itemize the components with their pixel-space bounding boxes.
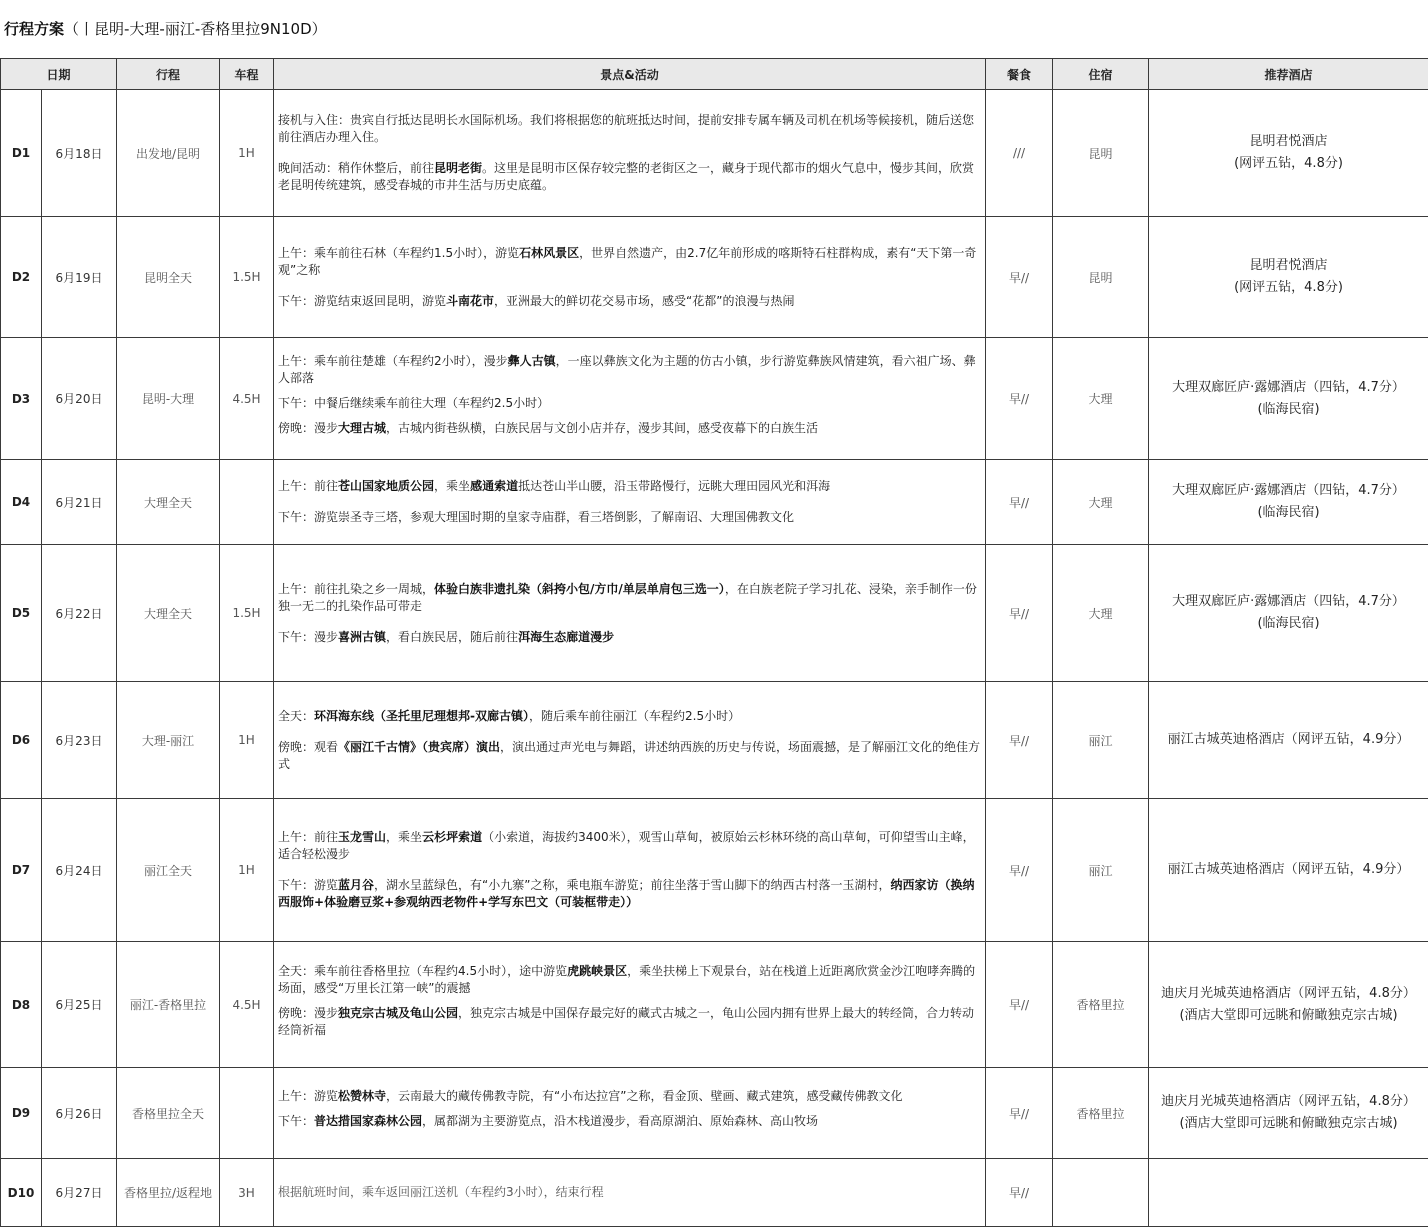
day-cell: D7 — [1, 799, 42, 942]
hotel-name: 大理双廊匠庐·露娜酒店（四钻，4.7分） — [1172, 483, 1405, 498]
hotel-cell — [1149, 90, 1428, 217]
page-title-bold: 行程方案 — [4, 20, 65, 38]
header-drive: 车程 — [220, 59, 274, 90]
activities-cell — [274, 90, 986, 217]
activity-text: 下午：游览崇圣寺三塔，参观大理国时期的皇家寺庙群，看三塔倒影，了解南诏、大理国佛教文化 — [278, 510, 795, 524]
header-stay: 住宿 — [1053, 59, 1149, 90]
date-cell: 6月25日 — [42, 942, 117, 1068]
activities-cell — [274, 460, 986, 545]
activity-highlight: 环洱海东线（圣托里尼理想邦-双廊古镇） — [314, 708, 530, 723]
drive-cell: 4.5H — [220, 942, 274, 1068]
activities-cell — [274, 799, 986, 942]
hotel-note: (网评五钻，4.8分) — [1234, 156, 1343, 171]
activity-text: ，乘坐扶梯上下观景台，站在栈道上近距离欣赏金沙江咆哮奔腾的场面，感受“万里长江第一峡”的震撼 — [278, 963, 976, 995]
activity-highlight: 蓝月谷 — [338, 878, 375, 892]
hotel-name: 丽江古城英迪格酒店（网评五钻，4.9分） — [1167, 732, 1410, 747]
activity-text: 上午：前往扎染之乡一周城， — [278, 581, 435, 596]
stay-cell: 昆明 — [1053, 90, 1149, 217]
activity-text: ，乘坐 — [434, 479, 471, 493]
date-cell: 6月21日 — [42, 460, 117, 545]
activity-highlight: 苍山国家地质公园 — [338, 479, 435, 493]
activity-text: 下午：中餐后继续乘车前往大理（车程约2.5小时） — [278, 395, 550, 410]
activity-highlight: 石林风景区 — [519, 245, 580, 260]
activity-highlight: 彝人古镇 — [507, 353, 556, 368]
hotel-cell — [1149, 942, 1428, 1068]
day-cell: D6 — [1, 682, 42, 799]
activity-paragraph — [278, 739, 981, 773]
hotel-cell — [1149, 338, 1428, 460]
activities-cell — [274, 338, 986, 460]
day-cell: D3 — [1, 338, 42, 460]
itinerary-table — [0, 58, 1428, 1227]
activity-paragraph — [278, 245, 981, 279]
stay-cell: 大理 — [1053, 338, 1149, 460]
route-cell: 大理全天 — [117, 460, 220, 545]
hotel-name: 昆明君悦酒店 — [1249, 134, 1328, 149]
route-cell: 丽江-香格里拉 — [117, 942, 220, 1068]
activity-highlight: 感通索道 — [470, 479, 519, 493]
hotel-note: (网评五钻，4.8分) — [1234, 280, 1343, 295]
hotel-name: 昆明君悦酒店 — [1249, 258, 1328, 273]
activity-text: 下午：游览 — [278, 878, 339, 892]
stay-cell — [1053, 1159, 1149, 1227]
activity-text: 上午：游览 — [278, 1089, 339, 1103]
table-row — [1, 90, 1428, 217]
activity-text: 上午：前往 — [278, 830, 339, 844]
date-cell: 6月27日 — [42, 1159, 117, 1227]
date-cell: 6月22日 — [42, 545, 117, 682]
activity-highlight: 斗南花市 — [446, 293, 495, 308]
hotel-cell — [1149, 545, 1428, 682]
hotel-cell — [1149, 799, 1428, 942]
activity-text: 下午：漫步 — [278, 629, 339, 644]
activity-text: ，在白族老院子学习扎花、浸染，亲手制作一份独一无二的扎染作品可带走 — [278, 581, 977, 613]
activity-text: 傍晚：漫步 — [278, 420, 339, 435]
activity-text: 上午：乘车前往楚雄（车程约2小时），漫步 — [278, 353, 508, 368]
activity-paragraph — [278, 353, 981, 387]
meals-cell: 早// — [986, 545, 1053, 682]
hotel-note: (临海民宿) — [1257, 505, 1320, 520]
activity-text: ，属都湖为主要游览点，沿木栈道漫步，看高原湖泊、原始森林、高山牧场 — [422, 1114, 819, 1128]
stay-cell: 丽江 — [1053, 799, 1149, 942]
drive-cell: 4.5H — [220, 338, 274, 460]
activity-text: 接机与入住：贵宾自行抵达昆明长水国际机场。我们将根据您的航班抵达时间，提前安排专属车辆及司机在机场等候接机，随后送您前往酒店办理入住。 — [278, 113, 975, 144]
drive-cell: 1H — [220, 90, 274, 217]
activities-cell — [274, 942, 986, 1068]
page-title-route: （丨昆明-大理-丽江-香格里拉9N10D） — [64, 20, 327, 38]
stay-cell: 香格里拉 — [1053, 1068, 1149, 1159]
activity-highlight: 云杉坪索道 — [422, 830, 483, 844]
activity-highlight: 《丽江千古情》（贵宾席）演出 — [338, 739, 501, 754]
activity-paragraph — [278, 1088, 981, 1105]
activity-text: ，看白族民居，随后前往 — [386, 629, 519, 644]
meals-cell: 早// — [986, 799, 1053, 942]
activities-cell — [274, 545, 986, 682]
activity-text: ，乘坐 — [386, 830, 423, 844]
day-cell: D9 — [1, 1068, 42, 1159]
activity-text: 下午： — [278, 1114, 315, 1128]
stay-cell: 大理 — [1053, 460, 1149, 545]
hotel-name: 迪庆月光城英迪格酒店（网评五钻，4.8分） — [1161, 1094, 1416, 1109]
activity-text: 下午：游览结束返回昆明，游览 — [278, 293, 447, 308]
drive-cell: 1.5H — [220, 217, 274, 338]
activity-paragraph — [278, 509, 981, 526]
table-row — [1, 1159, 1428, 1227]
activity-highlight: 普达措国家森林公园 — [314, 1114, 423, 1128]
activity-text: 晚间活动：稍作休整后，前往 — [278, 161, 435, 175]
activity-highlight: 松赞林寺 — [338, 1089, 387, 1103]
activity-text: 全天：乘车前往香格里拉（车程约4.5小时），途中游览 — [278, 963, 568, 978]
hotel-name: 大理双廊匠庐·露娜酒店（四钻，4.7分） — [1172, 594, 1405, 609]
activity-highlight: 玉龙雪山 — [338, 830, 387, 844]
activity-text: ，世界自然遗产，由2.7亿年前形成的喀斯特石柱群构成，素有“天下第一奇观”之称 — [278, 245, 977, 277]
activity-text: ，随后乘车前往丽江（车程约2.5小时） — [529, 708, 741, 723]
activity-text: ，独克宗古城是中国保存最完好的藏式古城之一，龟山公园内拥有世界上最大的转经筒，合力转动经筒祈福 — [278, 1005, 975, 1037]
activity-paragraph — [278, 877, 981, 911]
day-cell: D4 — [1, 460, 42, 545]
activity-paragraph — [278, 478, 981, 495]
header-meals: 餐食 — [986, 59, 1053, 90]
activity-text: 傍晚：漫步 — [278, 1005, 339, 1020]
table-row — [1, 338, 1428, 460]
header-hotel: 推荐酒店 — [1149, 59, 1428, 90]
route-cell: 昆明-大理 — [117, 338, 220, 460]
table-row — [1, 1068, 1428, 1159]
meals-cell: /// — [986, 90, 1053, 217]
route-cell: 昆明全天 — [117, 217, 220, 338]
activity-highlight: 喜洲古镇 — [338, 629, 387, 644]
day-cell: D8 — [1, 942, 42, 1068]
stay-cell: 香格里拉 — [1053, 942, 1149, 1068]
meals-cell: 早// — [986, 217, 1053, 338]
activity-text: 。这里是昆明市区保存较完整的老街区之一，藏身于现代都市的烟火气息中，慢步其间，欣赏老昆明传统建筑，感受春城的市井生活与历史底蕴。 — [278, 161, 975, 192]
activity-paragraph — [278, 963, 981, 997]
hotel-cell — [1149, 682, 1428, 799]
activity-highlight: 纳西家访（换纳西服饰+体验磨豆浆+参观纳西老物件+学写东巴文（可装框带走）） — [278, 878, 975, 909]
meals-cell: 早// — [986, 338, 1053, 460]
activities-cell — [274, 1159, 986, 1227]
table-header-row — [1, 59, 1428, 90]
activity-text: ，一座以彝族文化为主题的仿古小镇，步行游览彝族风情建筑，看六祖广场、彝人部落 — [278, 353, 976, 385]
activity-highlight: 体验白族非遗扎染（斜挎小包/方巾/单层单肩包三选一） — [434, 581, 725, 596]
route-cell: 丽江全天 — [117, 799, 220, 942]
day-cell: D10 — [1, 1159, 42, 1227]
date-cell: 6月23日 — [42, 682, 117, 799]
activity-paragraph — [278, 420, 981, 437]
day-cell: D2 — [1, 217, 42, 338]
meals-cell: 早// — [986, 1068, 1053, 1159]
stay-cell: 丽江 — [1053, 682, 1149, 799]
activity-paragraph — [278, 293, 981, 310]
meals-cell: 早// — [986, 682, 1053, 799]
activity-highlight: 虎跳峡景区 — [567, 963, 628, 978]
activity-text: 上午：乘车前往石林（车程约1.5小时），游览 — [278, 245, 520, 260]
activity-text: ，湖水呈蓝绿色，有“小九寨”之称，乘电瓶车游览；前往坐落于雪山脚下的纳西古村落一玉湖村， — [374, 878, 891, 892]
date-cell: 6月20日 — [42, 338, 117, 460]
activity-highlight: 大理古城 — [338, 420, 387, 435]
activity-text: 全天： — [278, 708, 315, 723]
activities-cell — [274, 217, 986, 338]
drive-cell — [220, 460, 274, 545]
day-cell: D1 — [1, 90, 42, 217]
hotel-name: 迪庆月光城英迪格酒店（网评五钻，4.8分） — [1161, 985, 1416, 1001]
hotel-cell — [1149, 217, 1428, 338]
drive-cell: 1H — [220, 682, 274, 799]
activity-paragraph — [278, 160, 981, 194]
drive-cell — [220, 1068, 274, 1159]
route-cell: 出发地/昆明 — [117, 90, 220, 217]
hotel-cell — [1149, 1068, 1428, 1159]
route-cell: 香格里拉/返程地 — [117, 1159, 220, 1227]
header-activities: 景点&活动 — [274, 59, 986, 90]
activity-paragraph — [278, 1113, 981, 1130]
hotel-note: (酒店大堂即可远眺和俯瞰独克宗古城) — [1179, 1007, 1398, 1023]
drive-cell: 1H — [220, 799, 274, 942]
activity-text: 根据航班时间，乘车返回丽江送机（车程约3小时），结束行程 — [278, 1185, 604, 1199]
activity-text: 抵达苍山半山腰，沿玉带路慢行，远眺大理田园风光和洱海 — [518, 479, 831, 493]
date-cell: 6月26日 — [42, 1068, 117, 1159]
activity-paragraph — [278, 829, 981, 863]
meals-cell: 早// — [986, 460, 1053, 545]
activity-text: ，云南最大的藏传佛教寺院，有“小布达拉宫”之称，看金顶、壁画、藏式建筑，感受藏传佛教文化 — [386, 1089, 903, 1103]
hotel-note: (临海民宿) — [1257, 616, 1320, 631]
activity-text: ，亚洲最大的鲜切花交易市场，感受“花都”的浪漫与热闹 — [494, 293, 795, 308]
date-cell: 6月19日 — [42, 217, 117, 338]
hotel-note: (酒店大堂即可远眺和俯瞰独克宗古城) — [1179, 1116, 1398, 1131]
activity-text: （小索道，海拔约3400米），观雪山草甸，被原始云杉林环绕的高山草甸，可仰望雪山主峰，适合轻松漫步 — [278, 830, 975, 861]
activity-text: 傍晚：观看 — [278, 739, 339, 754]
meals-cell: 早// — [986, 942, 1053, 1068]
activity-paragraph — [278, 581, 981, 615]
stay-cell: 大理 — [1053, 545, 1149, 682]
table-row — [1, 545, 1428, 682]
route-cell: 香格里拉全天 — [117, 1068, 220, 1159]
header-route: 行程 — [117, 59, 220, 90]
route-cell: 大理全天 — [117, 545, 220, 682]
activity-paragraph — [278, 395, 981, 412]
date-cell: 6月18日 — [42, 90, 117, 217]
activity-highlight: 独克宗古城及龟山公园 — [338, 1005, 459, 1020]
activity-text: ，古城内街巷纵横，白族民居与文创小店并存，漫步其间，感受夜幕下的白族生活 — [386, 420, 819, 435]
activity-paragraph — [278, 629, 981, 646]
activity-highlight: 洱海生态廊道漫步 — [518, 629, 615, 644]
hotel-cell — [1149, 1159, 1428, 1227]
table-row — [1, 460, 1428, 545]
drive-cell: 1.5H — [220, 545, 274, 682]
activity-paragraph — [278, 1005, 981, 1039]
hotel-cell — [1149, 460, 1428, 545]
drive-cell: 3H — [220, 1159, 274, 1227]
activity-paragraph — [278, 112, 981, 146]
page-title — [4, 18, 327, 40]
activities-cell — [274, 682, 986, 799]
route-cell: 大理-丽江 — [117, 682, 220, 799]
date-cell: 6月24日 — [42, 799, 117, 942]
meals-cell: 早// — [986, 1159, 1053, 1227]
hotel-name: 大理双廊匠庐·露娜酒店（四钻，4.7分） — [1172, 379, 1405, 395]
hotel-name: 丽江古城英迪格酒店（网评五钻，4.9分） — [1167, 862, 1410, 877]
activity-highlight: 昆明老街 — [434, 161, 483, 175]
table-row — [1, 799, 1428, 942]
table-row — [1, 682, 1428, 799]
activity-text: 上午：前往 — [278, 479, 339, 493]
activity-paragraph — [278, 1184, 981, 1201]
stay-cell: 昆明 — [1053, 217, 1149, 338]
activity-paragraph — [278, 708, 981, 725]
day-cell: D5 — [1, 545, 42, 682]
hotel-note: (临海民宿) — [1257, 401, 1320, 417]
activities-cell — [274, 1068, 986, 1159]
table-row — [1, 942, 1428, 1068]
activity-text: ，演出通过声光电与舞蹈，讲述纳西族的历史与传说，场面震撼，是了解丽江文化的绝佳方式 — [278, 739, 981, 771]
header-date: 日期 — [1, 59, 117, 90]
table-row — [1, 217, 1428, 338]
